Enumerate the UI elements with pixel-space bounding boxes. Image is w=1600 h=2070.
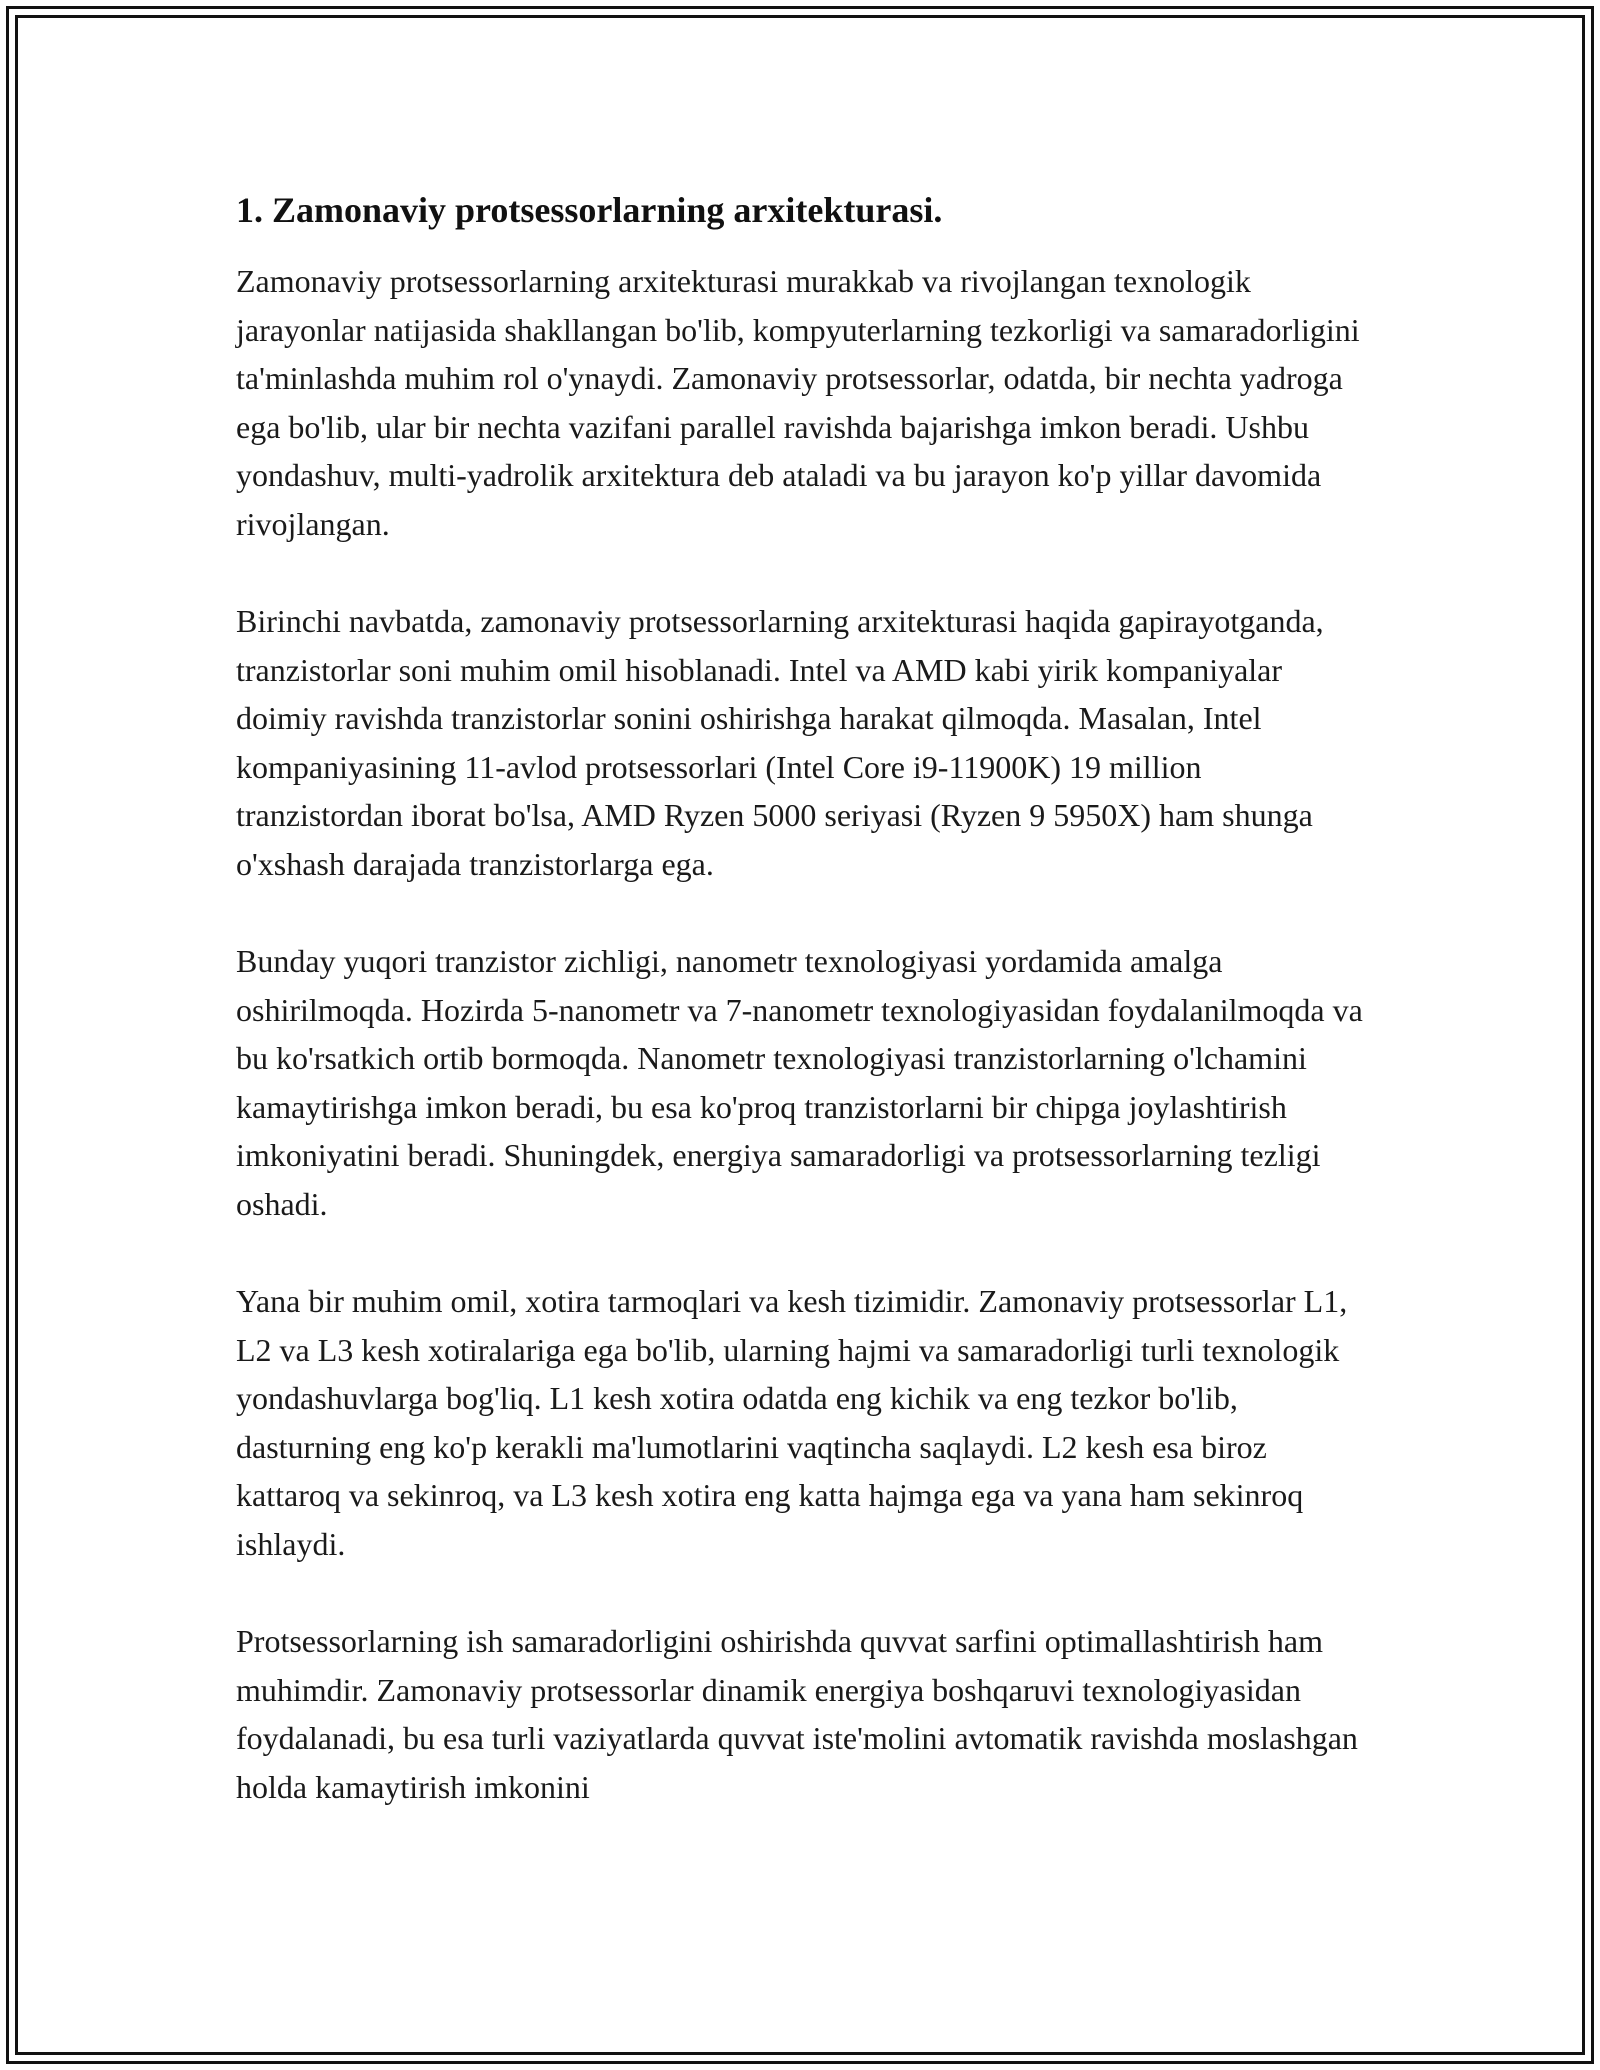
paragraph-transistors: Birinchi navbatda, zamonaviy protsessorlarning arxitekturasi haqida gapirayotganda, tranzistorlar soni muhim omil hisoblanadi. Intel va AMD kabi yirik kompaniyalar doimiy ravishda tranzistorlar sonini oshirishga harakat qilmoqda. Masalan, Intel kompaniyasining 11-avlod protsessorlari (Intel Core i9-11900K) 19 million tranzistordan iborat bo'lsa, AMD Ryzen 5000 seriyasi (Ryzen 9 5950X) ham shunga o'xshash darajada tranzistorlarga ega. <box>236 603 1324 882</box>
paragraph-multicore: Zamonaviy protsessorlarning arxitekturasi murakkab va rivojlangan texnologik jarayonlar natijasida shakllangan bo'lib, kompyuterlarning tezkorligi va samaradorligini ta'minlashda muhim rol o'ynaydi. Zamonaviy protsessorlar, odatda, bir nechta yadroga ega bo'lib, ular bir nechta vazifani parallel ravishda bajarishga imkon beradi. Ushbu yondashuv, multi-yadrolik arxitektura deb ataladi va bu jarayon ko'p yillar davomida rivojlangan. <box>236 263 1360 542</box>
paragraph-cache: Yana bir muhim omil, xotira tarmoqlari va kesh tizimidir. Zamonaviy protsessorlar L1, L2 va L3 kesh xotiralariga ega bo'lib, ularning hajmi va samaradorligi turli texnologik yondashuvlarga bog'liq. L1 kesh xotira odatda eng kichik va eng tezkor bo'lib, dasturning eng ko'p kerakli ma'lumotlarini vaqtincha saqlaydi. L2 kesh esa biroz kattaroq va sekinroq, va L3 kesh xotira eng katta hajmga ega va yana ham sekinroq ishlaydi. <box>236 1283 1348 1562</box>
document-body <box>236 185 1371 1860</box>
paragraph-power: Protsessorlarning ish samaradorligini oshirishda quvvat sarfini optimallashtirish ham muhimdir. Zamonaviy protsessorlar dinamik energiya boshqaruvi texnologiyasidan foydalanadi, bu esa turli vaziyatlarda quvvat iste'molini avtomatik ravishda moslashgan holda kamaytirish imkonini <box>236 1623 1358 1805</box>
paragraph-nanometer: Bunday yuqori tranzistor zichligi, nanometr texnologiyasi yordamida amalga oshirilmoqda. Hozirda 5-nanometr va 7-nanometr texnologiyasidan foydalanilmoqda va bu ko'rsatkich ortib bormoqda. Nanometr texnologiyasi tranzistorlarning o'lchamini kamaytirishga imkon beradi, bu esa ko'proq tranzistorlarni bir chipga joylashtirish imkoniyatini beradi. Shuningdek, energiya samaradorligi va protsessorlarning tezligi oshadi. <box>236 943 1363 1222</box>
section-heading: 1. Zamonaviy protsessorlarning arxitekturasi. <box>236 190 943 230</box>
